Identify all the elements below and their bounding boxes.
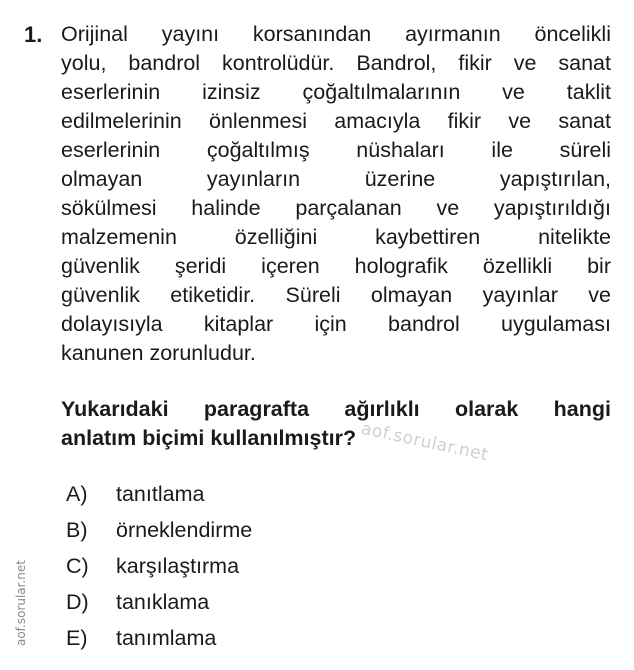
option-text: karşılaştırma — [116, 553, 240, 578]
option-text: tanımlama — [116, 625, 217, 650]
option-letter: B) — [66, 517, 88, 542]
paragraph-line: kanunen zorunludur. — [61, 341, 256, 365]
option-a[interactable] — [66, 476, 252, 512]
paragraph-line: malzemenin özelliğini kaybettiren nitelikte — [61, 225, 611, 249]
paragraph-line: güvenlik şeridi içeren holografik özellikli bir — [61, 254, 611, 278]
prompt-line: Yukarıdaki paragrafta ağırlıklı olarak hangi — [61, 397, 611, 421]
paragraph-line: olmayan yayınların üzerine yapıştırılan, — [61, 167, 611, 191]
option-letter: E) — [66, 625, 88, 650]
question-paragraph — [61, 20, 611, 368]
option-letter: A) — [66, 481, 88, 506]
paragraph-line: dolayısıyla kitaplar için bandrol uygulaması — [61, 312, 611, 336]
option-letter: D) — [66, 589, 89, 614]
option-b[interactable] — [66, 512, 252, 548]
paragraph-line: yolu, bandrol kontrolüdür. Bandrol, fikir ve sanat — [61, 51, 611, 75]
option-text: tanıtlama — [116, 481, 205, 506]
option-text: örneklendirme — [116, 517, 253, 542]
option-c[interactable] — [66, 548, 252, 584]
question-prompt — [61, 395, 611, 453]
paragraph-line: eserlerinin çoğaltılmış nüshaları ile süreli — [61, 138, 611, 162]
answer-options — [66, 476, 252, 656]
option-d[interactable] — [66, 584, 252, 620]
question-number: 1. — [24, 22, 43, 47]
prompt-line: anlatım biçimi kullanılmıştır? — [61, 426, 357, 450]
paragraph-line: güvenlik etiketidir. Süreli olmayan yayınlar ve — [61, 283, 611, 307]
paragraph-line: sökülmesi halinde parçalanan ve yapıştırıldığı — [61, 196, 611, 220]
paragraph-line: eserlerinin izinsiz çoğaltılmalarının ve taklit — [61, 80, 611, 104]
paragraph-line: Orijinal yayını korsanından ayırmanın öncelikli — [61, 22, 611, 46]
watermark-diagonal: aof.sorular.net — [359, 418, 491, 466]
option-e[interactable] — [66, 620, 252, 656]
watermark-side: aof.sorular.net — [14, 559, 29, 647]
paragraph-line: edilmelerinin önlenmesi amacıyla fikir ve sanat — [61, 109, 611, 133]
option-text: tanıklama — [116, 589, 210, 614]
option-letter: C) — [66, 553, 89, 578]
